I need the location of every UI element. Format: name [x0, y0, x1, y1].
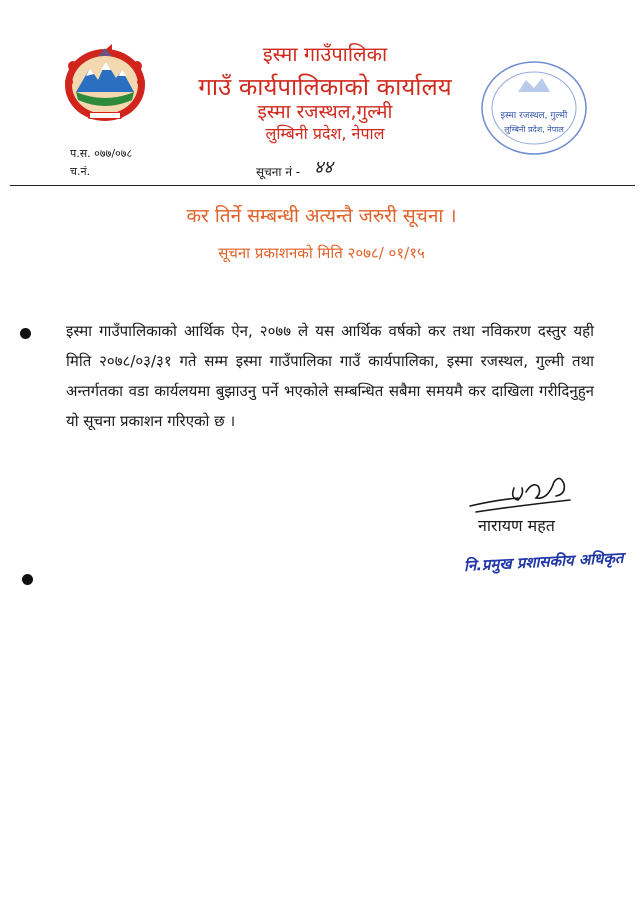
org-name: इस्मा गाउँपालिका [262, 42, 388, 66]
office-province: लुम्बिनी प्रदेश, नेपाल [265, 124, 385, 143]
office-name: गाउँ कार्यपालिकाको कार्यालय [198, 73, 452, 101]
signatory-name: नारायण महत [478, 516, 555, 535]
notice-number-label: सूचना नं - [256, 165, 301, 179]
svg-text:लुम्बिनी प्रदेश, नेपाल: लुम्बिनी प्रदेश, नेपाल [504, 125, 564, 134]
punch-hole-mark [20, 328, 31, 339]
stamp-seal-icon [478, 58, 590, 158]
header-divider [10, 185, 635, 186]
nepal-emblem-logo [62, 38, 148, 124]
svg-text:इस्मा रजस्थल, गुल्मी: इस्मा रजस्थल, गुल्मी [500, 111, 568, 121]
notice-title: कर तिर्ने सम्बन्धी अत्यन्तै जरुरी सूचना । [186, 205, 457, 227]
notice-body: इस्मा गाउँपालिकाको आर्थिक ऐन, २०७७ ले यस आर्थिक वर्षको कर तथा नविकरण दस्तुर यही मिति २०७८/०३/३१ गते सम्म इस्मा गाउँपालिका गाउँ कार्यपालिका, इस्मा रजस्थल, गुल्मी तथा अन्तर्गतका वडा कार्यलयमा बुझाउनु पर्ने भएकोले सम्बन्धित सबैमा समयमै कर दाखिला गरीदिनुहुन यो सूचना प्रकाशन गरिएको छ । [66, 322, 594, 430]
office-address: इस्मा रजस्थल,गुल्मी [257, 101, 393, 123]
office-stamp [478, 58, 590, 158]
notice-number-value: ४४ [314, 157, 333, 178]
signatory-title-stamp: नि.प्रमुख प्रशासकीय अधिकृत [463, 548, 624, 575]
notice-publish-date: सूचना प्रकाशनको मिति २०७८/ ०१/१५ [218, 244, 425, 262]
letter-reference-ps: प.स. ०७७/०७८ [70, 147, 133, 160]
punch-hole-mark [22, 574, 33, 585]
handwritten-signature [466, 470, 576, 520]
letter-reference-cn: च.नं. [70, 165, 91, 178]
